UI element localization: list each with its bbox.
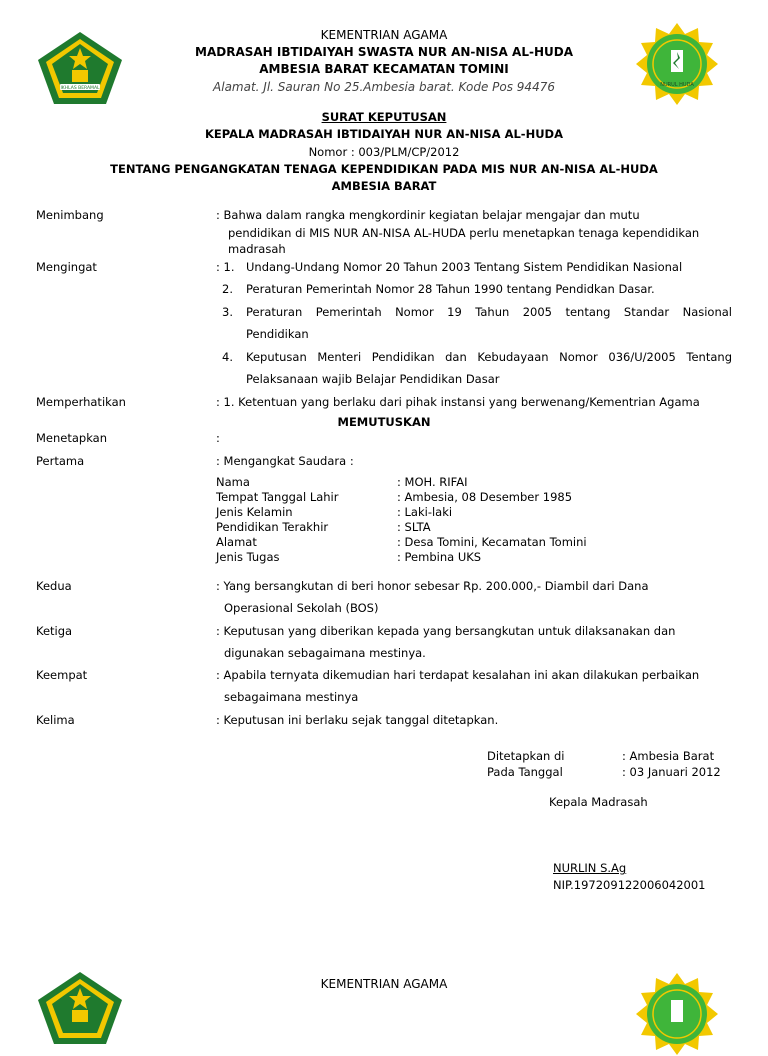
- mengingat-item-4b: Pelaksanaan wajib Belajar Pendidikan Dasar: [246, 372, 500, 386]
- doc-about-line-2: AMBESIA BARAT: [331, 179, 437, 193]
- kelima-label: Kelima: [36, 713, 75, 727]
- field-label-nama: Nama: [216, 475, 250, 489]
- doc-about-line-1: TENTANG PENGANGKATAN TENAGA KEPENDIDIKAN PADA MIS NUR AN-NISA AL-HUDA: [110, 162, 658, 176]
- logo-caption: NURUL HUDA: [660, 82, 694, 88]
- mengingat-number-2: 2.: [222, 282, 233, 296]
- menetapkan-text: :: [216, 431, 220, 445]
- keempat-line-2: sebagaimana mestinya: [224, 690, 359, 704]
- ketiga-line-2: digunakan sebagaimana mestinya.: [224, 646, 426, 660]
- menimbang-label: Menimbang: [36, 208, 104, 222]
- mengingat-number-3: 3.: [222, 305, 233, 319]
- ketiga-line-1: : Keputusan yang diberikan kepada yang bersangkutan untuk dilaksanakan dan: [216, 624, 676, 638]
- mengingat-item-2: Peraturan Pemerintah Nomor 28 Tahun 1990 tentang Pendidkan Dasar.: [246, 282, 655, 296]
- keempat-line-1: : Apabila ternyata dikemudian hari terdapat kesalahan ini akan dilakukan perbaikan: [216, 668, 700, 682]
- mengingat-label: Mengingat: [36, 260, 97, 274]
- mengingat-number-1: : 1.: [216, 260, 235, 274]
- mengingat-item-1: Undang-Undang Nomor 20 Tahun 2003 Tentang Sistem Pendidikan Nasional: [246, 260, 683, 274]
- signer-name: NURLIN S.Ag: [553, 861, 627, 875]
- memperhatikan-label: Memperhatikan: [36, 395, 126, 409]
- memperhatikan-text: : 1. Ketentuan yang berlaku dari pihak instansi yang berwenang/Kementrian Agama: [216, 395, 700, 409]
- field-label-duty: Jenis Tugas: [216, 550, 280, 564]
- tanggal-label: Pada Tanggal: [487, 765, 563, 779]
- mengingat-number-4: 4.: [222, 350, 233, 364]
- tanggal-value: : 03 Januari 2012: [622, 765, 721, 779]
- logo-motto: IKHLAS BERAMAL: [60, 86, 100, 91]
- kedua-line-1: : Yang bersangkutan di beri honor sebesar Rp. 200.000,- Diambil dari Dana: [216, 579, 649, 593]
- doc-number: Nomor : 003/PLM/CP/2012: [308, 145, 460, 159]
- ditetapkan-value: : Ambesia Barat: [622, 749, 715, 763]
- header-address: Alamat. Jl. Sauran No 25.Ambesia barat. Kode Pos 94476: [213, 80, 555, 94]
- doc-subtitle: KEPALA MADRASAH IBTIDAIYAH NUR AN-NISA AL-HUDA: [205, 127, 563, 141]
- field-value-ttl: : Ambesia, 08 Desember 1985: [397, 490, 573, 504]
- keempat-label: Keempat: [36, 668, 88, 682]
- memutuskan-heading: MEMUTUSKAN: [337, 415, 431, 429]
- header-line-2: MADRASAH IBTIDAIYAH SWASTA NUR AN-NISA AL-HUDA: [195, 45, 573, 59]
- field-value-duty: : Pembina UKS: [397, 550, 482, 564]
- signer-position: Kepala Madrasah: [549, 795, 648, 809]
- signer-nip: NIP.197209122006042001: [553, 878, 706, 892]
- kelima-text: : Keputusan ini berlaku sejak tanggal ditetapkan.: [216, 713, 499, 727]
- field-label-address: Alamat: [216, 535, 257, 549]
- doc-title: SURAT KEPUTUSAN: [321, 110, 447, 124]
- field-label-gender: Jenis Kelamin: [216, 505, 293, 519]
- footer-line-1: KEMENTRIAN AGAMA: [320, 977, 448, 991]
- pertama-label: Pertama: [36, 454, 85, 468]
- pertama-text: : Mengangkat Saudara :: [216, 454, 354, 468]
- header-line-3: AMBESIA BARAT KECAMATAN TOMINI: [259, 62, 509, 76]
- field-value-gender: : Laki-laki: [397, 505, 453, 519]
- mengingat-item-4a: Keputusan Menteri Pendidikan dan Kebudayaan Nomor 036/U/2005 Tentang: [246, 350, 732, 364]
- menimbang-line-1: : Bahwa dalam rangka mengkordinir kegiatan belajar mengajar dan mutu: [216, 208, 640, 222]
- field-value-nama: : MOH. RIFAI: [397, 475, 468, 489]
- kedua-line-2: Operasional Sekolah (BOS): [224, 601, 379, 615]
- field-label-ttl: Tempat Tanggal Lahir: [216, 490, 339, 504]
- kedua-label: Kedua: [36, 579, 72, 593]
- menimbang-line-3: madrasah: [228, 242, 286, 256]
- ditetapkan-label: Ditetapkan di: [487, 749, 565, 763]
- menetapkan-label: Menetapkan: [36, 431, 108, 445]
- field-value-address: : Desa Tomini, Kecamatan Tomini: [397, 535, 587, 549]
- header-line-1: KEMENTRIAN AGAMA: [320, 28, 448, 42]
- ketiga-label: Ketiga: [36, 624, 73, 638]
- menimbang-line-2: pendidikan di MIS NUR AN-NISA AL-HUDA perlu menetapkan tenaga kependidikan: [228, 226, 700, 240]
- mengingat-item-3b: Pendidikan: [246, 327, 309, 341]
- field-value-education: : SLTA: [397, 520, 431, 534]
- field-label-education: Pendidikan Terakhir: [216, 520, 329, 534]
- mengingat-item-3a: Peraturan Pemerintah Nomor 19 Tahun 2005 tentang Standar Nasional: [246, 305, 732, 319]
